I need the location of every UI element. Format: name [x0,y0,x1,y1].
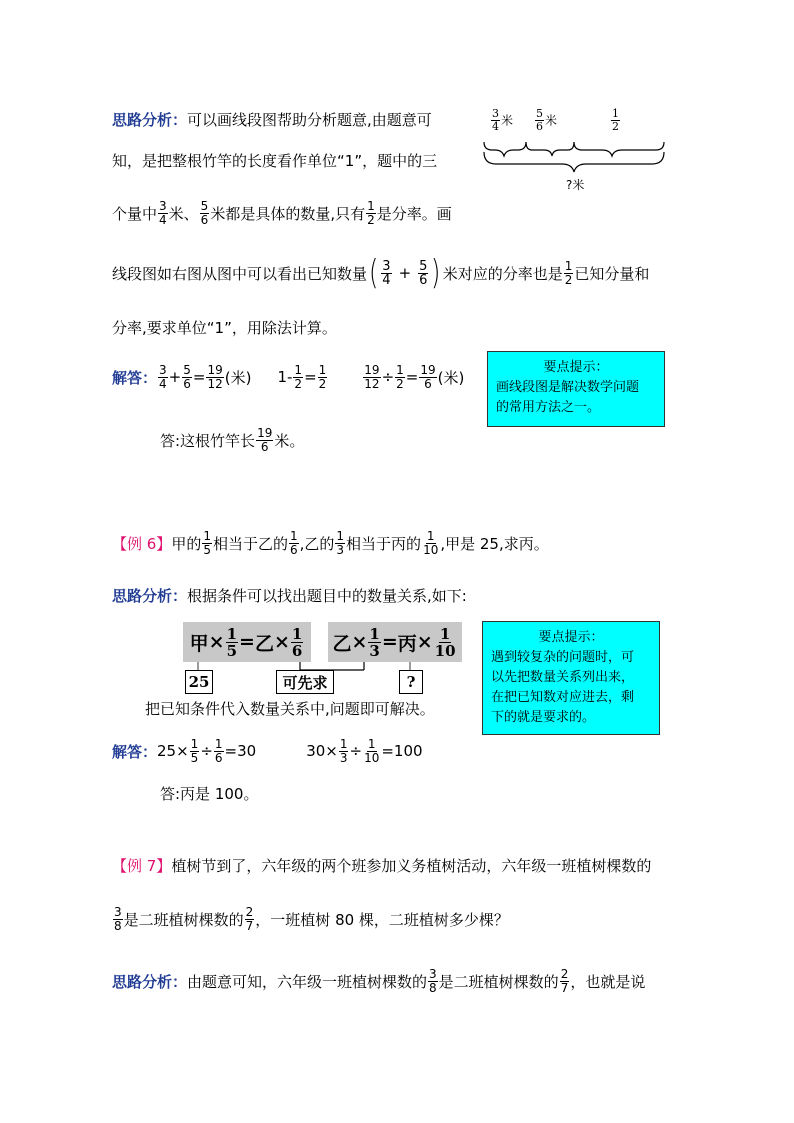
analysis1-line5: 分率,要求单位“1”，用除法计算。 [112,318,337,337]
segment-diagram [482,104,672,196]
analysis-label: 思路分析： [112,110,188,129]
example-tag: 【例 7】 [112,856,172,875]
example7-line2: $\frac{3}{8}$ 是二班植树棵数的 $\frac{2}{7}$ ，一班植树 80 棵，二班植树多少棵？ [114,904,509,933]
relation-box-2: 乙 × $\frac{1}{3}$ = 丙 × $\frac{1}{10}$ [328,622,462,662]
tip-box-1 [487,351,665,427]
fraction: $\frac{5}{6}$ [200,198,209,227]
analysis1-line3: 个量中 $\frac{3}{4}$ 米、 $\frac{5}{6}$ 米都是具体的数量,只有 $\frac{1}{2}$ 是分率。画 [112,198,452,227]
tip-box-2: 要点提示： 遇到较复杂的问题时，可 以先把数量关系列出来， 在把已知数对应进去，剩 下的就是要求的。 [482,621,660,735]
solution1-line: 解答： $\frac{3}{4}$ + $\frac{5}{6}$ = $\frac{19}{12}$ (米) 1- $\frac{1}{2}$ = $\frac{1}{2}$ $\frac{19}{12}$ ÷ $\frac{1}{2}$ = $\frac{19}{6}$ (米) [112,362,465,391]
example6-question: 【例 6】 甲的 $\frac{1}{5}$ 相当于乙的 $\frac{1}{6}$ ,乙的 $\frac{1}{3}$ 相当于丙的 $\frac{1}{10}$ ,甲是 25,求丙。 [112,528,549,557]
relation-box-1: 甲 × $\frac{1}{5}$ = 乙 × $\frac{1}{6}$ [183,622,311,662]
tip-title: 要点提示： [543,360,609,375]
analysis7-line: 思路分析： 由题意可知，六年级一班植树棵数的 $\frac{3}{8}$ 是二班植树棵数的 $\frac{2}{7}$ ，也就是说 [112,966,646,995]
analysis1-line4: 线段图如右图从图中可以看出已知数量 ( $\frac{3}{4}$ + $\frac{5}{6}$ ) 米对应的分率也是 $\frac{1}{2}$ 已知分量和 [112,253,650,293]
diagram-label-part3: $\frac{1}{2}$ [612,107,619,133]
analysis1-line1: 思路分析： 可以画线段图帮助分析题意,由题意可 [112,110,432,129]
example7-line1: 【例 7】 植树节到了，六年级的两个班参加义务植树活动，六年级一班植树棵数的 [112,856,652,875]
diagram-label-part1: $\frac{3}{4}$ 米 [492,107,514,133]
example-tag: 【例 6】 [112,534,172,553]
solution1-answer: 答:这根竹竿长 $\frac{19}{6}$ 米。 [160,425,305,454]
tip-body: 画线段图是解决数学问题 [496,380,640,395]
diagram-label-part2: $\frac{5}{6}$ 米 [536,107,558,133]
fraction: $\frac{3}{4}$ [159,198,167,227]
relation-compute-first: 可先求 [276,670,334,694]
analysis6-line: 思路分析： 根据条件可以找出题目中的数量关系,如下: [112,586,467,605]
relation-value-25: 25 [185,670,213,694]
analysis1-line2: 知，是把整根竹竿的长度看作单位“1”，题中的三 [112,151,438,170]
relation-note: 把已知条件代入数量关系中,问题即可解决。 [145,700,435,718]
diagram-total-label: ?米 [566,178,585,192]
relation-unknown: ? [399,670,423,694]
fraction: $\frac{1}{2}$ [367,198,375,227]
solution6-answer: 答:丙是 100。 [160,785,259,803]
tip-body: 的常用方法之一。 [496,400,601,415]
solution6-line: 解答： 25× $\frac{1}{5}$ ÷ $\frac{1}{6}$ =30 30× $\frac{1}{3}$ ÷ $\frac{1}{10}$ =100 [112,736,423,765]
